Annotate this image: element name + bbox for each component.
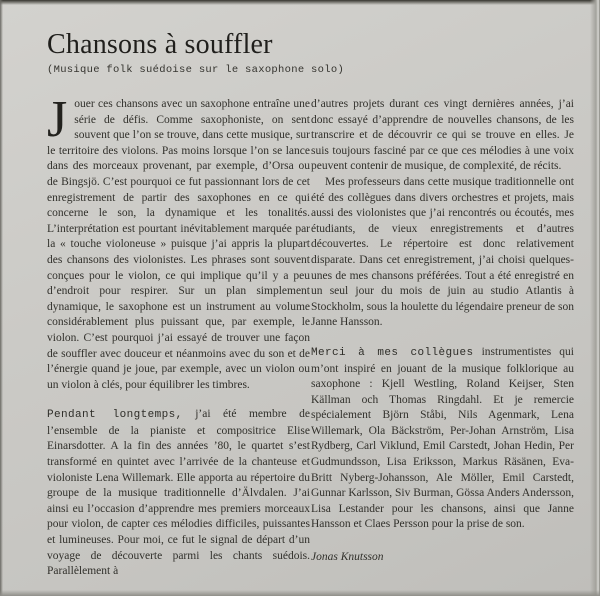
paragraph-merci-text: instrumentistes qui m’ont inspiré en jouant de la musique folklorique au saxophone : Kjell Westling, Roland Keijser, Sten Källman och Thomas Ringdahl. Et je remercie spécialement Björn Ståbi, Nils Agenmark, Lena Willemark, Ola Bäckström, Per-Johan Arnström, Lisa Rydberg, Carl Viklund, Emil Carstedt, Johan Hedin, Per Gudmundsson, Lisa Eriksson, Markus Räsänen, Eva-Britt Nyberg-Johansson, Ale Möller, Emil Carstedt, Gunnar Karlsson, Siv Burman, Gössa Anders Andersson, Lisa Lestander pour les chansons, ainsi que Janne Hansson et Claes Persson pour la prise de son. — [311, 345, 574, 531]
page-header — [47, 30, 547, 76]
page-edge-top — [0, 0, 600, 5]
paragraph-autres-projets: d’autres projets durant ces vingt dernières années, j’ai donc essayé d’apprendre de nouvelles chansons, de les transcrire et de découvrir ce qui se trouve en elles. Je suis toujours fasciné par ce que ces mélodies à une voix peuvent contenir de musique, de complexité, de récits. — [311, 98, 574, 173]
page-subtitle: (Musique folk suédoise sur le saxophone solo) — [47, 64, 345, 76]
paragraph-pendant-longtemps-text: j’ai été membre de l’ensemble de la pianiste et compositrice Elise Einarsdotter. A la fin des années ’80, le quartet s’est transformé en quintet avec l’arrivée de la chanteuse et violoniste Lena Willemark. Elle apporta au répertoire du groupe de la musique traditionnelle d’Älvdalen. J’ai ainsi eu l’occasion d’apprendre mes premiers morceaux pour violon, de capter ces mélodies difficiles, puissantes et lumineuses. Pour moi, ce fut le signal de départ d’un voyage de découverte parmi les chants suédois. Parallèlement à — [47, 408, 310, 578]
paragraph-pendant-longtemps — [47, 407, 310, 580]
page-edge-left — [0, 0, 3, 596]
paragraph-merci — [311, 345, 574, 533]
section-lead-merci: Merci à mes collègues — [311, 346, 474, 359]
text-column-left — [47, 91, 310, 580]
author-signature: Jonas Knutsson — [311, 551, 384, 564]
page-edge-bottom — [0, 590, 600, 596]
paragraph-mes-professeurs: Mes professeurs dans cette musique traditionnelle ont été des collègues dans divers orchestres et projets, mais aussi des violonistes que j’ai rencontrés ou écoutés, mes étudiants, de vieux enregistrements et d’autres découvertes. Le répertoire est donc relativement disparate. Dans cet enregistrement, j’ai choisi quelques-unes de mes chansons préférées. Tout a été enregistré en un seul jour du mois de juin au studio Atlantis à Stockholm, sous la houlette du légendaire preneur de son Janne Hansson. — [311, 175, 574, 329]
paragraph-intro — [47, 91, 310, 393]
page-title: Chansons à souffler — [47, 29, 273, 60]
text-column-right — [311, 97, 574, 566]
dropcap-letter: J — [47, 91, 68, 148]
page-edge-right — [590, 0, 600, 596]
section-lead-pendant-longtemps: Pendant longtemps, — [47, 409, 183, 422]
paragraph-intro-text: ouer ces chansons avec un saxophone entraîne une série de défis. Comme saxophoniste, on sent souvent que l’on se trouve, dans cette musique, sur le territoire des violons. Pas moins lorsque l’on se lance dans des morceaux provenant, par exemple, d’Orsa ou de Bingsjö. C’est pourquoi ce fut passionnant lors de cet enregistrement de partir des saxophones en ce qui concerne le son, la dynamique et les tonalités. L’interprétation est pourtant inévitablement marquée par la « touche violoneuse » puisque j’ai appris la plupart des chansons des violonistes. Les phrases sont souvent conçues pour le violon, ce qui implique qu’il y a peu d’endroit pour respirer. Sur un plan simplement dynamique, le saxophone est un instrument au volume considérablement plus puissant que, par exemple, le violon. C’est pourquoi j’ai essayé de trouver une façon de souffler avec douceur et néanmoins avec du son et de l’énergie quand je joue, par exemple, avec un violon ou un violon à clés, pour équilibrer les timbres. — [47, 98, 310, 391]
